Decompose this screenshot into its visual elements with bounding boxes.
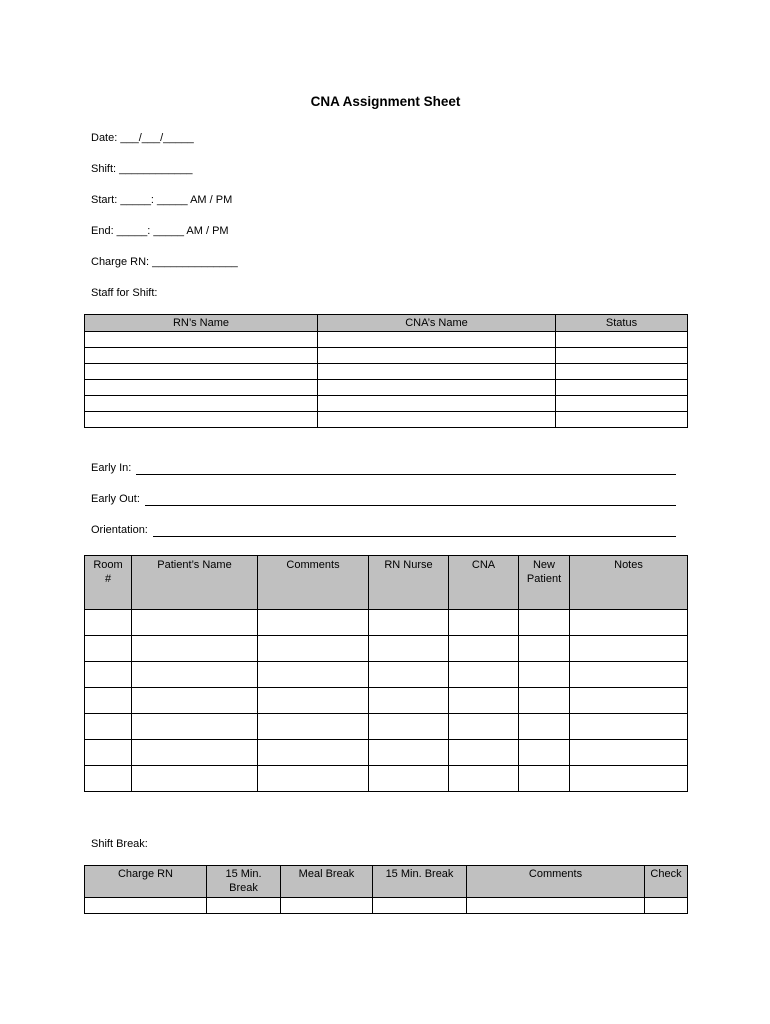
new-patient-cell[interactable] — [519, 688, 570, 714]
patient-assignment-table — [84, 555, 688, 792]
new-patient-cell[interactable] — [519, 636, 570, 662]
staff-rn-cell[interactable] — [85, 348, 318, 364]
patient-table-row — [85, 766, 688, 792]
staff-rn-cell[interactable] — [85, 412, 318, 428]
patient-header-new-patient: New Patient — [519, 556, 570, 610]
staff-table-row — [85, 348, 688, 364]
patient-header-rn-nurse: RN Nurse — [369, 556, 449, 610]
early-out-label: Early Out: — [91, 493, 140, 505]
new-patient-cell[interactable] — [519, 662, 570, 688]
room-cell[interactable] — [85, 636, 132, 662]
notes-cell[interactable] — [570, 610, 688, 636]
rn-nurse-cell[interactable] — [369, 714, 449, 740]
break-header-15min-2: 15 Min. Break — [373, 866, 467, 898]
comments-cell[interactable] — [258, 636, 369, 662]
break-15min-1-cell[interactable] — [207, 898, 281, 914]
room-cell[interactable] — [85, 610, 132, 636]
patient-name-cell[interactable] — [132, 740, 258, 766]
break-charge-rn-cell[interactable] — [85, 898, 207, 914]
patient-header-name: Patient’s Name — [132, 556, 258, 610]
patient-table-header-row — [85, 556, 688, 610]
comments-cell[interactable] — [258, 662, 369, 688]
cna-cell[interactable] — [449, 714, 519, 740]
patient-header-room: Room # — [85, 556, 132, 610]
break-15min-2-cell[interactable] — [373, 898, 467, 914]
cna-cell[interactable] — [449, 688, 519, 714]
staff-for-shift-label: Staff for Shift: — [91, 287, 158, 299]
notes-cell[interactable] — [570, 740, 688, 766]
staff-table-row — [85, 396, 688, 412]
orientation-blank-line[interactable] — [153, 523, 676, 537]
shift-break-label: Shift Break: — [91, 838, 148, 850]
rn-nurse-cell[interactable] — [369, 740, 449, 766]
rn-nurse-cell[interactable] — [369, 662, 449, 688]
comments-cell[interactable] — [258, 766, 369, 792]
staff-status-cell[interactable] — [556, 396, 688, 412]
field-end-time[interactable]: End: _____: _____ AM / PM — [91, 225, 229, 237]
staff-header-rn-name: RN’s Name — [85, 315, 318, 332]
patient-name-cell[interactable] — [132, 766, 258, 792]
room-cell[interactable] — [85, 740, 132, 766]
patient-table-row — [85, 662, 688, 688]
break-header-charge-rn: Charge RN — [85, 866, 207, 898]
new-patient-cell[interactable] — [519, 714, 570, 740]
break-comments-cell[interactable] — [467, 898, 645, 914]
patient-table-row — [85, 610, 688, 636]
cna-cell[interactable] — [449, 766, 519, 792]
patient-header-comments: Comments — [258, 556, 369, 610]
patient-table-row — [85, 714, 688, 740]
room-cell[interactable] — [85, 688, 132, 714]
staff-status-cell[interactable] — [556, 332, 688, 348]
staff-status-cell[interactable] — [556, 380, 688, 396]
rn-nurse-cell[interactable] — [369, 610, 449, 636]
cna-cell[interactable] — [449, 662, 519, 688]
patient-name-cell[interactable] — [132, 662, 258, 688]
early-in-label: Early In: — [91, 462, 132, 474]
cna-cell[interactable] — [449, 636, 519, 662]
cna-cell[interactable] — [449, 610, 519, 636]
break-table-row — [85, 898, 688, 914]
comments-cell[interactable] — [258, 714, 369, 740]
orientation-label: Orientation: — [91, 524, 148, 536]
staff-rn-cell[interactable] — [85, 364, 318, 380]
staff-table-row — [85, 332, 688, 348]
break-header-meal: Meal Break — [281, 866, 373, 898]
break-meal-cell[interactable] — [281, 898, 373, 914]
staff-header-cna-name: CNA’s Name — [318, 315, 556, 332]
patient-table-row — [85, 636, 688, 662]
staff-cna-cell[interactable] — [318, 332, 556, 348]
staff-cna-cell[interactable] — [318, 364, 556, 380]
rn-nurse-cell[interactable] — [369, 688, 449, 714]
staff-rn-cell[interactable] — [85, 396, 318, 412]
staff-table-row — [85, 380, 688, 396]
notes-cell[interactable] — [570, 714, 688, 740]
staff-header-status: Status — [556, 315, 688, 332]
comments-cell[interactable] — [258, 688, 369, 714]
field-shift[interactable]: Shift: ____________ — [91, 163, 193, 175]
early-in-blank-line[interactable] — [136, 461, 676, 475]
patient-table-row — [85, 688, 688, 714]
rn-nurse-cell[interactable] — [369, 766, 449, 792]
staff-table — [84, 314, 688, 428]
break-check-cell[interactable] — [645, 898, 688, 914]
staff-cna-cell[interactable] — [318, 348, 556, 364]
patient-header-cna: CNA — [449, 556, 519, 610]
page-title: CNA Assignment Sheet — [310, 94, 461, 109]
notes-cell[interactable] — [570, 662, 688, 688]
field-orientation[interactable] — [91, 523, 676, 537]
new-patient-cell[interactable] — [519, 740, 570, 766]
cna-cell[interactable] — [449, 740, 519, 766]
patient-name-cell[interactable] — [132, 636, 258, 662]
field-early-in[interactable] — [91, 461, 676, 475]
new-patient-cell[interactable] — [519, 610, 570, 636]
staff-status-cell[interactable] — [556, 348, 688, 364]
room-cell[interactable] — [85, 662, 132, 688]
staff-rn-cell[interactable] — [85, 380, 318, 396]
early-out-blank-line[interactable] — [145, 492, 676, 506]
comments-cell[interactable] — [258, 740, 369, 766]
patient-name-cell[interactable] — [132, 688, 258, 714]
staff-rn-cell[interactable] — [85, 332, 318, 348]
patient-table-row — [85, 740, 688, 766]
field-early-out[interactable] — [91, 492, 676, 506]
shift-break-table — [84, 865, 688, 914]
staff-table-row — [85, 364, 688, 380]
room-cell[interactable] — [85, 766, 132, 792]
staff-cna-cell[interactable] — [318, 396, 556, 412]
new-patient-cell[interactable] — [519, 766, 570, 792]
field-start-time[interactable]: Start: _____: _____ AM / PM — [91, 194, 233, 206]
patient-name-cell[interactable] — [132, 610, 258, 636]
staff-table-row — [85, 412, 688, 428]
notes-cell[interactable] — [570, 766, 688, 792]
field-charge-rn[interactable]: Charge RN: ______________ — [91, 256, 238, 268]
rn-nurse-cell[interactable] — [369, 636, 449, 662]
staff-table-header-row — [85, 315, 688, 332]
staff-status-cell[interactable] — [556, 364, 688, 380]
break-table-header-row — [85, 866, 688, 898]
staff-cna-cell[interactable] — [318, 412, 556, 428]
notes-cell[interactable] — [570, 688, 688, 714]
break-header-15min-1: 15 Min. Break — [207, 866, 281, 898]
comments-cell[interactable] — [258, 610, 369, 636]
staff-status-cell[interactable] — [556, 412, 688, 428]
staff-cna-cell[interactable] — [318, 380, 556, 396]
notes-cell[interactable] — [570, 636, 688, 662]
break-header-check: Check — [645, 866, 688, 898]
field-date[interactable]: Date: ___/___/_____ — [91, 132, 194, 144]
break-header-comments: Comments — [467, 866, 645, 898]
room-cell[interactable] — [85, 714, 132, 740]
patient-header-notes: Notes — [570, 556, 688, 610]
patient-name-cell[interactable] — [132, 714, 258, 740]
